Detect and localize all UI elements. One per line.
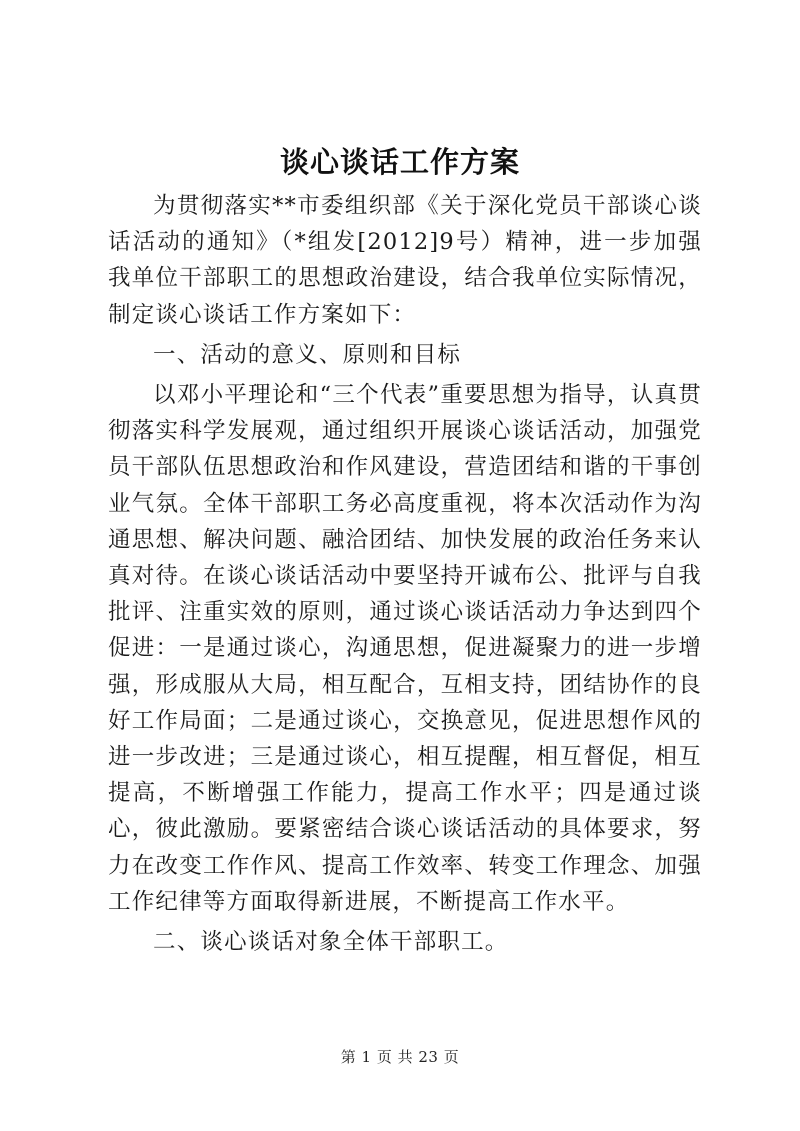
document-title: 谈心谈话工作方案 [279, 145, 520, 179]
page-number-footer: 第 1 页 共 23 页 [340, 1048, 460, 1066]
section-1-paragraph: 以邓小平理论和“三个代表”重要思想为指导，认真贯彻落实科学发展观，通过组织开展谈心谈话活动，加强党员干部队伍思想政治和作风建设，营造团结和谐的干事创业气氛。全体干部职工务必高度重视，将本次活动作为沟通思想、解决问题、融洽团结、加快发展的政治任务来认真对待。在谈心谈话活动中要坚持开诚布公、批评与自我批评、注重实效的原则，通过谈心谈话活动力争达到四个促进：一是通过谈心，沟通思想，促进凝聚力的进一步增强，形成服从大局，相互配合，互相支持，团结协作的良好工作局面；二是通过谈心，交换意见，促进思想作风的进一步改进；三是通过谈心，相互提醒，相互督促，相互提高，不断增强工作能力，提高工作水平；四是通过谈心，彼此激励。要紧密结合谈心谈话活动的具体要求，努力在改变工作作风、提高工作效率、转变工作理念、加强工作纪律等方面取得新进展，不断提高工作水平。 [108, 382, 702, 915]
intro-paragraph: 为贯彻落实**市委组织部《关于深化党员干部谈心谈话活动的通知》（*组发[2012]9号）精神，进一步加强我单位干部职工的思想政治建设，结合我单位实际情况，制定谈心谈话工作方案如下： [108, 193, 702, 328]
section-2-heading: 二、谈心谈话对象全体干部职工。 [153, 929, 509, 956]
document-body [108, 188, 702, 964]
section-1-heading: 一、活动的意义、原则和目标 [153, 341, 462, 368]
